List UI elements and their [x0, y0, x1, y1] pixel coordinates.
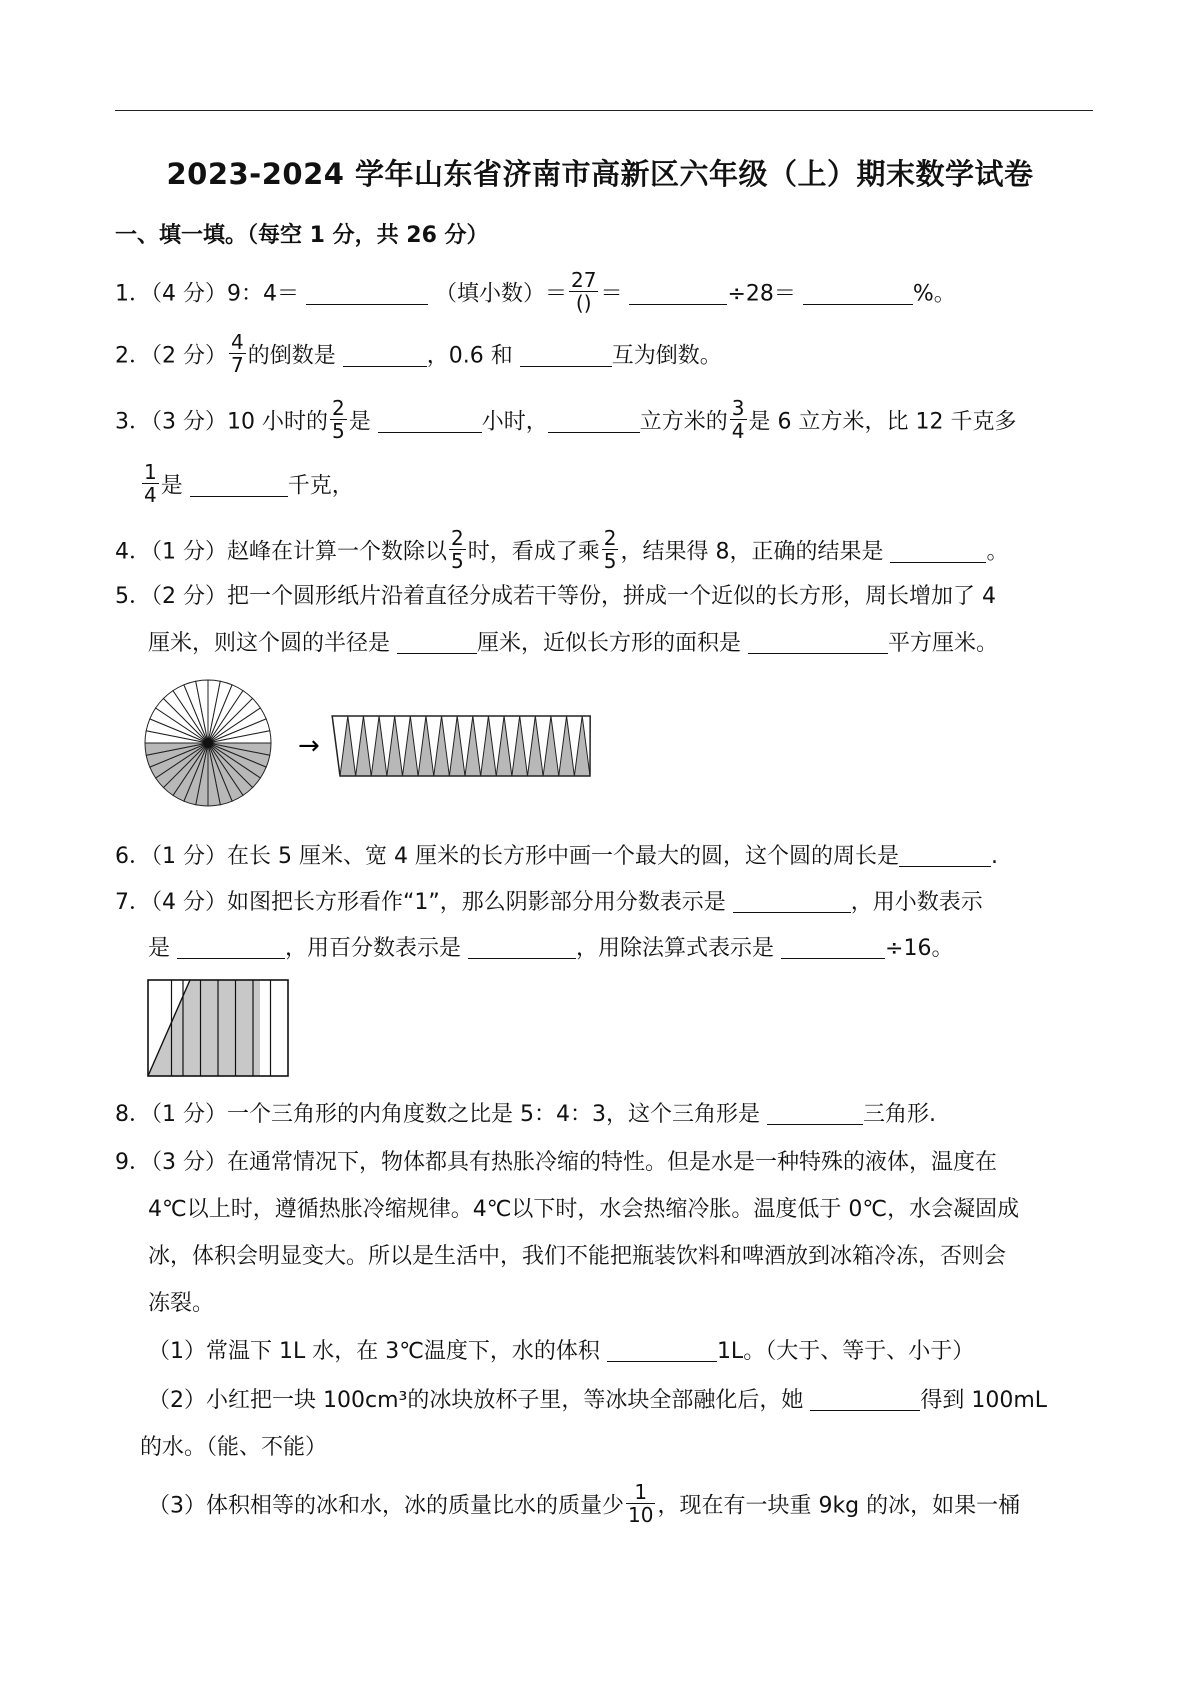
q5-text-3: 平方厘米。: [888, 631, 999, 656]
q4-frac2-den: 5: [603, 549, 617, 573]
question-7-cont: [148, 934, 953, 964]
q7-text-2: ，用小数表示: [850, 890, 983, 915]
shaded-region: [148, 980, 260, 1076]
q3-fraction-1: [330, 397, 347, 442]
q5-blank-1[interactable]: [397, 631, 477, 654]
q3-frac1-num: 2: [331, 396, 345, 420]
q9-s1-text: （1）常温下 1L 水，在 3℃温度下，水的体积: [148, 1339, 600, 1364]
q7-blank-3[interactable]: [468, 936, 576, 959]
q3-frac2-num: 3: [731, 396, 745, 420]
q3-text-5: 是 6 立方米，比 12 千克多: [748, 409, 1017, 435]
q7-text-5: ，用除法算式表示是: [576, 936, 775, 961]
q4-text-4: 。: [986, 539, 1009, 565]
q1-fraction: [569, 269, 598, 314]
q1-text: 1．（4 分）9：4＝: [115, 281, 299, 307]
q3-text: 3．（3 分）10 小时的: [115, 409, 328, 435]
shaded-rectangle-figure: [146, 978, 292, 1078]
q6-text: 6．（1 分）在长 5 厘米、宽 4 厘米的长方形中画一个最大的圆，这个圆的周长是: [115, 844, 899, 869]
rect-triangle: [449, 716, 465, 776]
q3-text-4: 立方米的: [639, 409, 728, 435]
q2-text-4: 互为倒数。: [611, 343, 722, 369]
rect-triangle: [543, 716, 559, 776]
q9-s3-fraction: [626, 1481, 655, 1526]
rect-triangle: [512, 716, 528, 776]
q1-blank-1[interactable]: [306, 282, 428, 305]
q1-frac-num: 27: [571, 268, 597, 292]
question-9-part-1: [148, 1337, 974, 1367]
arrow-icon: →: [298, 731, 320, 761]
q5-text: 厘米，则这个圆的半径是: [148, 631, 391, 656]
q9-s2-text-2: 得到 100mL: [920, 1388, 1048, 1413]
q3-text-3: 小时，: [481, 409, 548, 435]
q7-text-6: ÷16。: [885, 936, 954, 961]
q9-s3-frac-num: 1: [626, 1481, 655, 1504]
q4-frac2-num: 2: [603, 526, 617, 550]
q4-text: 4．（1 分）赵峰在计算一个数除以: [115, 539, 447, 565]
q9-s3-text: （3）体积相等的冰和水，冰的质量比水的质量少: [148, 1493, 624, 1519]
q4-text-3: ，结果得 8，正确的结果是: [620, 539, 884, 565]
q8-blank-1[interactable]: [767, 1102, 863, 1125]
question-9-line-2: 4℃以上时，遵循热胀冷缩规律。4℃以下时，水会热缩冷胀。温度低于 0℃，水会凝固成: [148, 1197, 1020, 1222]
approx-rectangle: [332, 716, 590, 776]
q4-frac1-den: 5: [451, 549, 464, 573]
rect-triangle: [496, 716, 512, 776]
q3-blank-1[interactable]: [378, 410, 482, 433]
question-9-part-2: [148, 1386, 1047, 1416]
q1-text-5: %。: [912, 281, 956, 307]
q2-blank-1[interactable]: [343, 344, 427, 367]
section-heading: 一、填一填。（每空 1 分，共 26 分）: [115, 223, 489, 248]
q9-s3-frac-den: 10: [628, 1503, 654, 1527]
q3-text-2: 是: [348, 409, 371, 435]
q3-text-7: 千克，: [287, 473, 354, 499]
q2-text-2: 的倒数是: [247, 343, 336, 369]
rect-triangle: [418, 716, 434, 776]
question-5: 5．（2 分）把一个圆形纸片沿着直径分成若干等份，拼成一个近似的长方形，周长增加了 4: [115, 584, 996, 609]
question-1: [115, 268, 956, 317]
rect-triangle: [371, 716, 387, 776]
rect-triangle: [403, 716, 419, 776]
q3-blank-2[interactable]: [548, 410, 640, 433]
q5-blank-2[interactable]: [748, 631, 888, 654]
q8-text-2: 三角形.: [862, 1102, 936, 1127]
q3-frac3-den: 4: [144, 483, 157, 507]
q2-text: 2．（2 分）: [115, 343, 227, 369]
q6-text-2: .: [990, 844, 998, 869]
question-9-part-3: [148, 1480, 1021, 1529]
q1-blank-2[interactable]: [629, 282, 727, 305]
q2-frac-den: 7: [231, 353, 244, 377]
q1-frac-den: (): [575, 291, 592, 315]
question-5-cont: [148, 629, 998, 659]
question-9-part-2-cont: 的水。（能、不能）: [140, 1435, 328, 1460]
divided-circle: [145, 680, 271, 806]
q4-fraction-1: [449, 527, 466, 572]
rect-triangle: [481, 716, 497, 776]
circle-rectangle-figure: [140, 672, 650, 817]
page-title: 2023-2024 学年山东省济南市高新区六年级（上）期末数学试卷: [166, 157, 1034, 191]
question-3-cont: [140, 460, 354, 509]
q1-text-2: （填小数）＝: [434, 281, 567, 307]
question-9: 9．（3 分）在通常情况下，物体都具有热胀冷缩的特性。但是水是一种特殊的液体，温度在: [115, 1150, 997, 1175]
q5-text-2: 厘米，近似长方形的面积是: [477, 631, 742, 656]
rect-triangle: [465, 716, 481, 776]
q3-frac2-den: 4: [731, 419, 745, 443]
q3-blank-3[interactable]: [190, 474, 288, 497]
q3-fraction-3: [142, 461, 159, 506]
q2-text-3: ，0.6 和: [426, 343, 513, 369]
q3-fraction-2: [730, 397, 747, 442]
q9-s3-text-2: ，现在有一块重 9kg 的冰，如果一桶: [657, 1493, 1021, 1519]
question-6: [115, 842, 998, 872]
q6-blank-1[interactable]: [899, 844, 991, 867]
q9-s2-text: （2）小红把一块 100cm³的冰块放杯子里，等冰块全部融化后，她: [148, 1388, 804, 1413]
q2-fraction: [229, 331, 246, 376]
q7-blank-2[interactable]: [177, 936, 285, 959]
q7-blank-4[interactable]: [781, 936, 885, 959]
q1-blank-3[interactable]: [803, 282, 913, 305]
rect-triangle: [340, 716, 356, 776]
circle-center: [203, 738, 213, 748]
question-7: [115, 888, 983, 918]
question-4: [115, 526, 1009, 575]
q4-frac1-num: 2: [451, 526, 464, 550]
q4-text-2: 时，看成了乘: [467, 539, 600, 565]
q9-s1-text-2: 1L。（大于、等于、小于）: [716, 1339, 975, 1364]
q9-s2-blank[interactable]: [810, 1388, 920, 1411]
rect-triangle: [387, 716, 403, 776]
rect-triangle: [528, 716, 544, 776]
question-3: [115, 396, 1017, 445]
q3-frac3-num: 1: [144, 460, 157, 484]
q7-text: 7．（4 分）如图把长方形看作“1”，那么阴影部分用分数表示是: [115, 890, 726, 915]
q7-blank-1[interactable]: [733, 890, 851, 913]
q9-s1-blank[interactable]: [607, 1339, 717, 1362]
q8-text: 8．（1 分）一个三角形的内角度数之比是 5：4：3，这个三角形是: [115, 1102, 760, 1127]
q3-text-6: 是: [160, 473, 183, 499]
q4-fraction-2: [602, 527, 619, 572]
q2-blank-2[interactable]: [520, 344, 612, 367]
question-9-line-3: 冰，体积会明显变大。所以是生活中，我们不能把瓶装饮料和啤酒放到冰箱冷冻，否则会: [148, 1244, 1007, 1269]
q4-blank-1[interactable]: [890, 540, 986, 563]
q7-text-3: 是: [148, 936, 171, 961]
rect-triangle: [574, 716, 590, 776]
q3-frac1-den: 5: [331, 419, 345, 443]
q2-frac-num: 4: [231, 330, 244, 354]
rect-triangle: [559, 716, 575, 776]
rect-triangle: [434, 716, 450, 776]
q1-text-3: ＝: [600, 281, 623, 307]
question-2: [115, 330, 722, 379]
rect-triangle: [356, 716, 372, 776]
header-rule: [115, 110, 1093, 111]
question-9-line-4: 冻裂。: [148, 1291, 215, 1316]
question-8: [115, 1100, 936, 1130]
q7-text-4: ，用百分数表示是: [285, 936, 462, 961]
q1-text-4: ÷28＝: [727, 281, 796, 307]
